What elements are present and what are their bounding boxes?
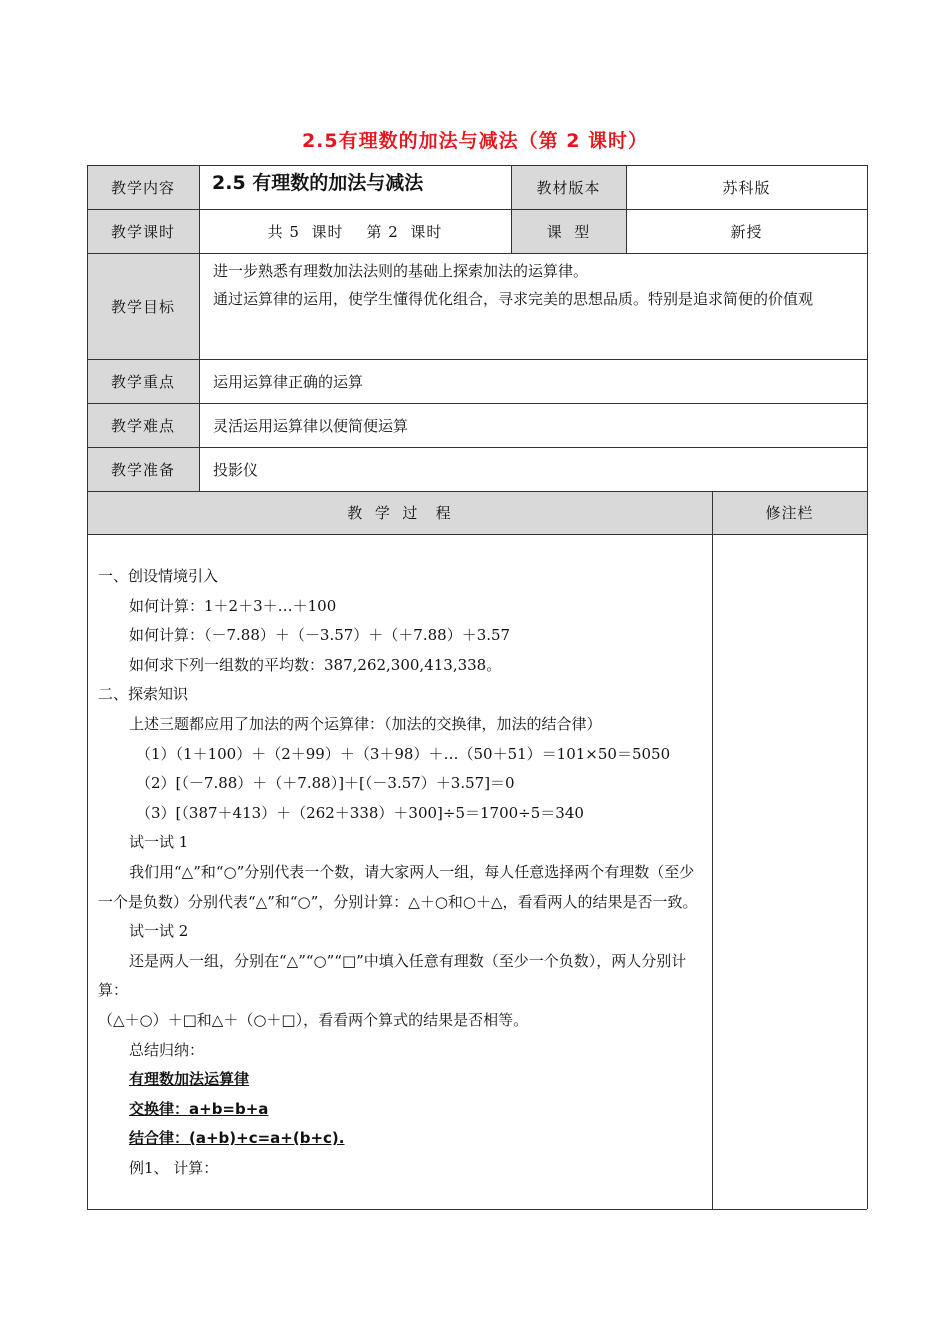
solution-3: （3）[（387＋413）＋（262＋338）＋300]÷5＝1700÷5＝340 <box>136 803 584 822</box>
edition-label: 教材版本 <box>536 178 601 197</box>
try-2-text: 还是两人一组，分别在“△”“○”“□”中填入任意有理数（至少一个负数），两人分别计算： <box>98 951 687 1000</box>
difficulty-value: 灵活运用运算律以便简便运算 <box>213 416 409 435</box>
question-3: 如何求下列一组数的平均数：387,262,300,413,338。 <box>129 655 502 674</box>
goals-label: 教学目标 <box>110 297 175 316</box>
question-1: 如何计算：1＋2＋3＋…＋100 <box>129 596 337 615</box>
process-header: 教 学 过 程 <box>347 504 452 522</box>
summary-heading: 总结归纳： <box>129 1040 205 1059</box>
notes-header: 修注栏 <box>765 504 814 522</box>
difficulty-label: 教学难点 <box>110 416 175 435</box>
type-value: 新授 <box>730 222 763 241</box>
example-1: 例1、 计算： <box>129 1158 219 1177</box>
solution-1: （1）（1＋100）＋（2＋99）＋（3＋98）＋…（50＋51）＝101×50＝5050 <box>136 744 671 763</box>
edition-value: 苏科版 <box>722 178 771 197</box>
paragraph-laws: 上述三题都应用了加法的两个运算律：（加法的交换律，加法的结合律） <box>129 714 602 733</box>
process-body <box>98 562 708 1183</box>
goals-line2: 通过运算律的运用，使学生懂得优化组合，寻求完美的思想品质。特别是追求简便的价值观 <box>213 290 814 308</box>
content-value: 2.5 有理数的加法与减法 <box>212 171 424 194</box>
section-1-heading: 一、创设情境引入 <box>98 567 219 585</box>
question-2: 如何计算：（－7.88）＋（－3.57）＋（＋7.88）＋3.57 <box>129 626 511 645</box>
prep-value: 投影仪 <box>213 460 259 479</box>
type-label: 课 型 <box>546 222 591 241</box>
document-title: 2.5有理数的加法与减法（第 2 课时） <box>301 130 649 152</box>
content-label: 教学内容 <box>110 178 175 197</box>
focus-value: 运用运算律正确的运算 <box>213 372 364 391</box>
commutative-law: 交换律：a+b=b+a <box>129 1099 269 1118</box>
goals-line1: 进一步熟悉有理数加法法则的基础上探索加法的运算律。 <box>213 262 589 280</box>
associative-law: 结合律：(a+b)+c=a+(b+c). <box>129 1129 345 1148</box>
prep-label: 教学准备 <box>110 460 175 479</box>
goals-text <box>199 253 867 359</box>
section-2-heading: 二、探索知识 <box>98 685 189 704</box>
try-2-formula: （△＋○）＋□和△＋（○＋□），看看两个算式的结果是否相等。 <box>98 1010 529 1029</box>
focus-label: 教学重点 <box>110 372 175 391</box>
try-1-heading: 试一试 1 <box>129 833 189 852</box>
period-label: 教学课时 <box>110 222 175 241</box>
try-1-text: 我们用“△”和“○”分别代表一个数，请大家两人一组，每人任意选择两个有理数（至少一个是负数）分别代表“△”和“○”，分别计算：△＋○和○＋△，看看两人的结果是否一致。 <box>98 862 698 911</box>
try-2-heading: 试一试 2 <box>129 922 189 941</box>
rule-title: 有理数加法运算律 <box>129 1070 250 1089</box>
period-value: 共 5 课时 第 2 课时 <box>267 222 443 241</box>
solution-2: （2）[（－7.88）＋（＋7.88）]＋[（－3.57）＋3.57]＝0 <box>136 774 515 793</box>
